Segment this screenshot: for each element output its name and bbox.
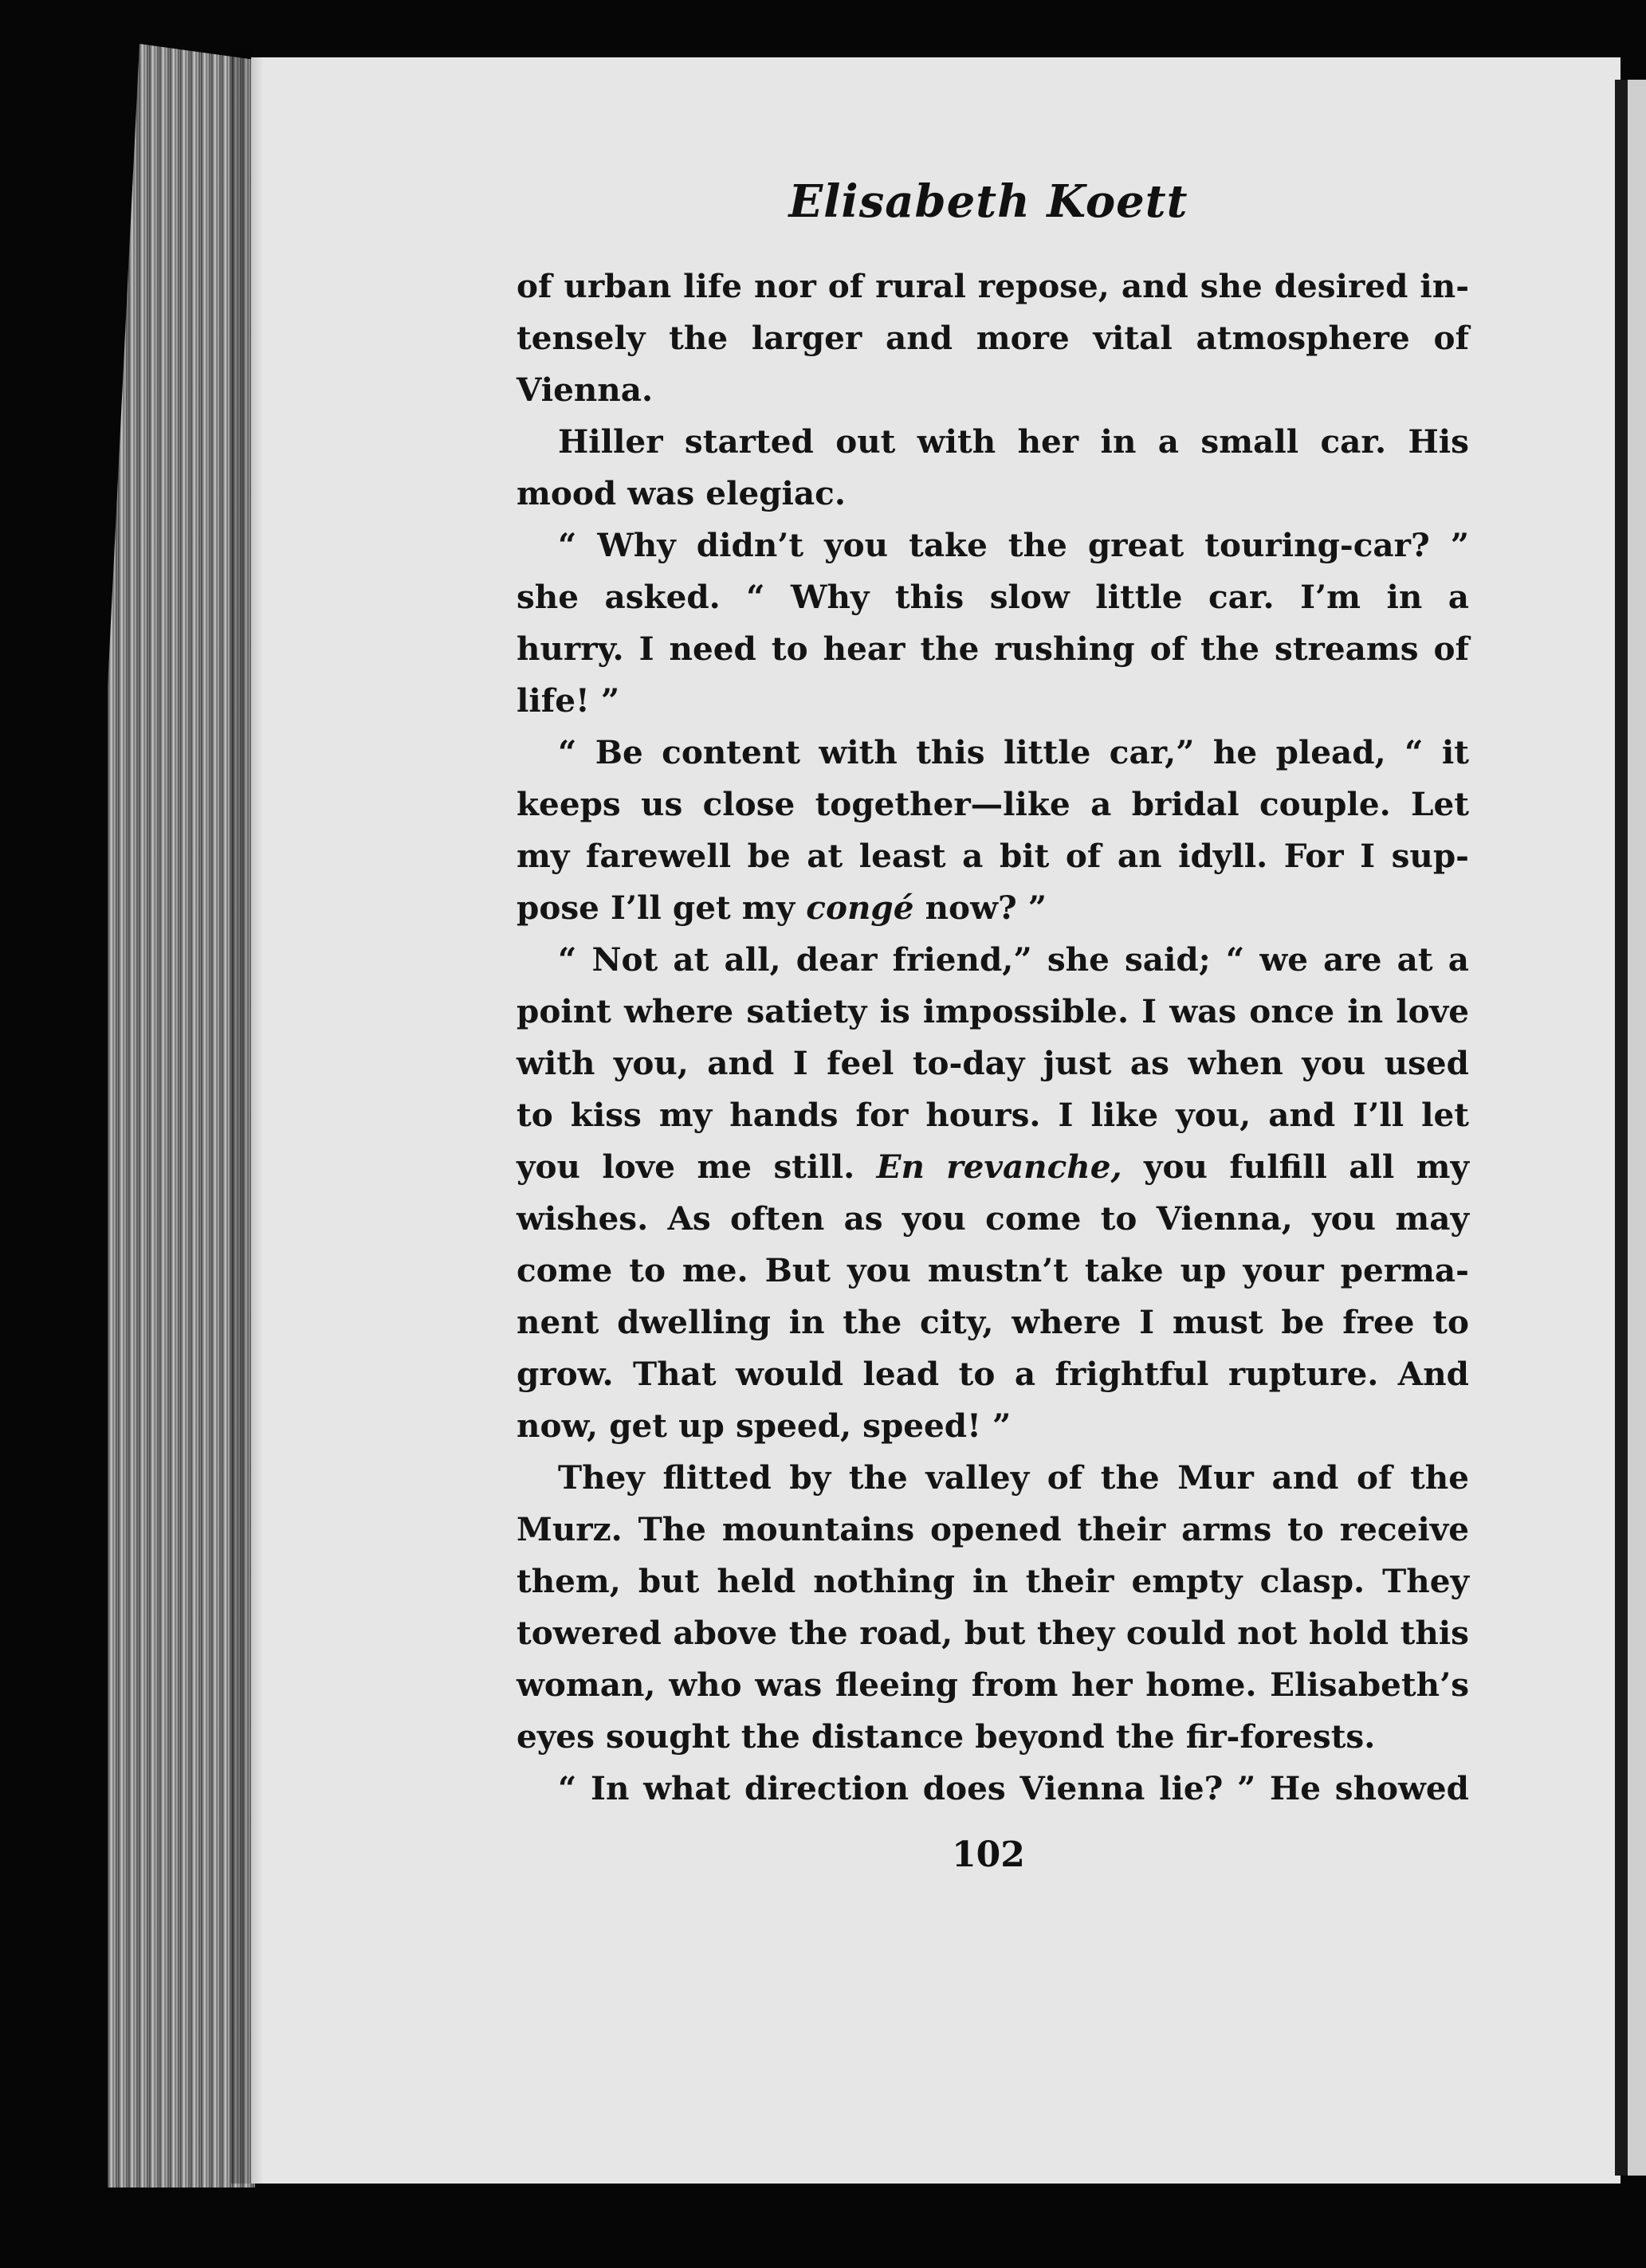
text-line: nent dwelling in the city, where I must be free to — [517, 1303, 1469, 1341]
text-line: of urban life nor of rural repose, and she desired in- — [517, 267, 1469, 305]
text-line: now, get up speed, speed! ” — [517, 1407, 1012, 1445]
italic-phrase: En revanche, — [876, 1148, 1122, 1186]
text-line: eyes sought the distance beyond the fir-forests. — [517, 1717, 1376, 1756]
text-line: “ Why didn’t you take the great touring-car? ” — [558, 526, 1469, 564]
text-line: my farewell be at least a bit of an idyll. For I sup- — [517, 837, 1469, 875]
text-line: Vienna. — [517, 371, 654, 409]
text-segment: you love me still. — [517, 1148, 877, 1186]
text-line: woman, who was fleeing from her home. Elisabeth’s — [517, 1666, 1469, 1704]
facing-page-edge — [1628, 80, 1646, 2176]
text-line: mood was elegiac. — [517, 474, 846, 512]
text-line: Murz. The mountains opened their arms to receive — [517, 1510, 1469, 1548]
body-text — [517, 261, 1469, 1815]
text-line: she asked. “ Why this slow little car. I’m in a — [517, 578, 1469, 616]
italic-word: congé — [806, 889, 914, 927]
text-line: Hiller started out with her in a small car. His — [558, 422, 1469, 461]
text-line: wishes. As often as you come to Vienna, you may — [517, 1199, 1469, 1238]
text-line — [517, 1141, 1469, 1193]
text-line: point where satiety is impossible. I was once in love — [517, 992, 1469, 1030]
text-line: hurry. I need to hear the rushing of the streams of — [517, 630, 1469, 668]
text-segment: you fulfill all my — [1122, 1148, 1469, 1186]
text-segment: pose I’ll get my — [517, 889, 807, 927]
right-gutter — [1615, 80, 1628, 2176]
text-line: towered above the road, but they could not hold this — [517, 1614, 1469, 1652]
text-line: them, but held nothing in their empty clasp. They — [517, 1562, 1469, 1600]
text-line: They flitted by the valley of the Mur and of the — [558, 1458, 1469, 1497]
text-line: to kiss my hands for hours. I like you, and I’ll let — [517, 1096, 1469, 1134]
text-line: keeps us close together—like a bridal couple. Let — [517, 785, 1469, 823]
text-line: “ In what direction does Vienna lie? ” He showed — [558, 1769, 1469, 1807]
text-line: life! ” — [517, 681, 620, 720]
text-line: “ Not at all, dear friend,” she said; “ we are at a — [558, 940, 1469, 979]
running-head: Elisabeth Koett — [788, 175, 1188, 228]
text-line: “ Be content with this little car,” he plead, “ it — [558, 733, 1469, 771]
text-line — [517, 882, 1469, 934]
text-line: tensely the larger and more vital atmosphere of — [517, 319, 1469, 357]
text-line: grow. That would lead to a frightful rupture. And — [517, 1355, 1469, 1393]
text-segment: now? ” — [913, 889, 1047, 927]
text-line: come to me. But you mustn’t take up your perma- — [517, 1251, 1469, 1289]
page-edge-shadow — [231, 48, 263, 2184]
page-number: 102 — [952, 1834, 1025, 1875]
text-line: with you, and I feel to-day just as when you used — [517, 1044, 1469, 1082]
